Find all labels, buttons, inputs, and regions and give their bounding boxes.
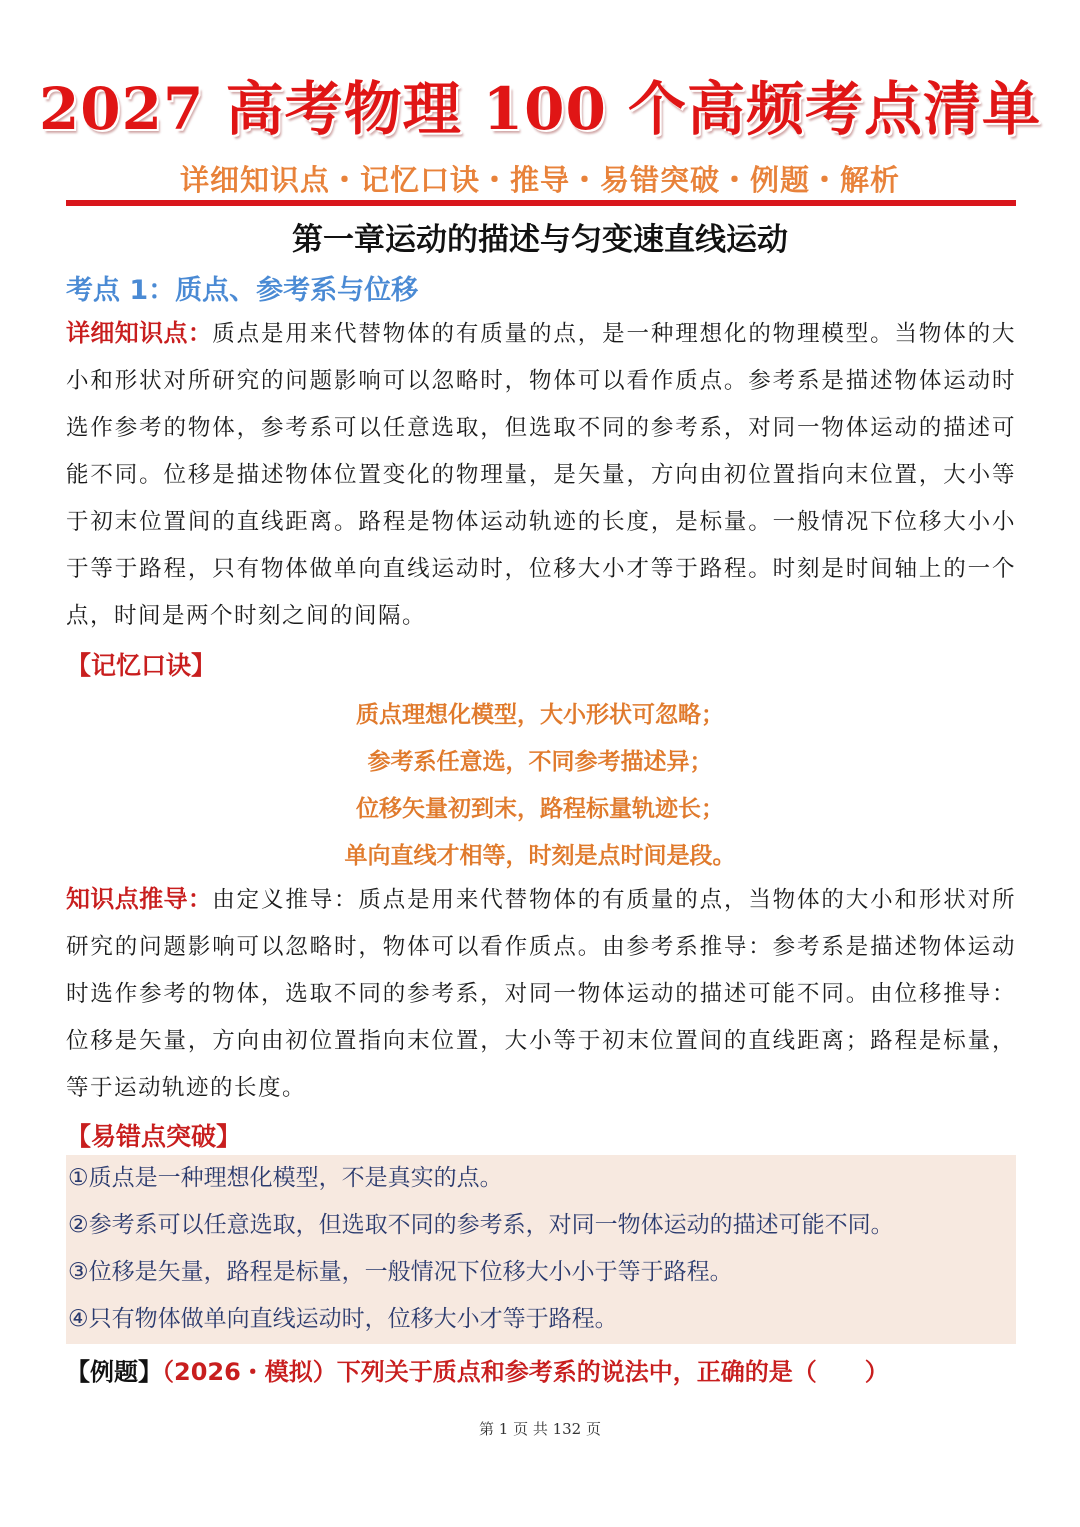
- page-footer: 第 1 页 共 132 页: [478, 1420, 601, 1438]
- example-question-text: 下列关于质点和参考系的说法中，正确的是（ ）: [336, 1358, 889, 1386]
- error-item: ②参考系可以任意选取，但选取不同的参考系，对同一物体运动的描述可能不同。: [68, 1212, 894, 1238]
- mnemonic-line: 位移矢量初到末，路程标量轨迹长；: [356, 796, 724, 822]
- errors-box: [66, 1155, 1016, 1344]
- details-paragraph: [66, 310, 1016, 640]
- errors-heading: 【易错点突破】: [66, 1122, 242, 1151]
- details-text: 质点是用来代替物体的有质量的点，是一种理想化的物理模型。当物体的大小和形状对所研究的问题影响可以忽略时，物体可以看作质点。参考系是描述物体运动时选作参考的物体，参考系可以任意选取，但选取不同的参考系，对同一物体运动的描述可能不同。位移是描述物体位置变化的物理量，是矢量，方向由初位置指向末位置，大小等于初末位置间的直线距离。路程是物体运动轨迹的长度，是标量。一般情况下位移大小小于等于路程，只有物体做单向直线运动时，位移大小才等于路程。时刻是时间轴上的一个点，时间是两个时刻之间的间隔。: [66, 321, 1016, 629]
- mnemonic-heading: 【记忆口诀】: [66, 651, 217, 680]
- derivation-text: 由定义推导：质点是用来代替物体的有质量的点，当物体的大小和形状对所研究的问题影响可以忽略时，物体可以看作质点。由参考系推导：参考系是描述物体运动时选作参考的物体，选取不同的参考系，对同一物体运动的描述可能不同。由位移推导：位移是矢量，方向由初位置指向末位置，大小等于初末位置间的直线距离；路程是标量，等于运动轨迹的长度。: [66, 887, 1016, 1101]
- error-item: ①质点是一种理想化模型，不是真实的点。: [68, 1165, 503, 1191]
- topic-heading: 考点 1：质点、参考系与位移: [66, 275, 419, 306]
- document-title: 2027 高考物理 100 个高频考点清单: [38, 75, 1042, 143]
- derivation-label: 知识点推导：: [66, 885, 213, 913]
- derivation-paragraph: [66, 876, 1016, 1112]
- example-label: 【例题】: [66, 1358, 162, 1386]
- example-question: [66, 1352, 889, 1387]
- error-item: ④只有物体做单向直线运动时，位移大小才等于路程。: [68, 1306, 618, 1332]
- chapter-title: 第一章运动的描述与匀变速直线运动: [292, 222, 788, 258]
- document-subtitle: 详细知识点・记忆口诀・推导・易错突破・例题・解析: [179, 163, 900, 197]
- error-item: ③位移是矢量，路程是标量，一般情况下位移大小小于等于路程。: [68, 1259, 733, 1285]
- title-divider: [66, 200, 1016, 206]
- mnemonic-line: 质点理想化模型，大小形状可忽略；: [356, 702, 724, 728]
- mnemonic-block: [0, 692, 1080, 880]
- details-label: 详细知识点：: [66, 319, 213, 347]
- mnemonic-line: 单向直线才相等，时刻是点时间是段。: [344, 843, 736, 869]
- mnemonic-line: 参考系任意选，不同参考描述异；: [367, 749, 713, 775]
- example-source: （2026・模拟）: [162, 1358, 337, 1386]
